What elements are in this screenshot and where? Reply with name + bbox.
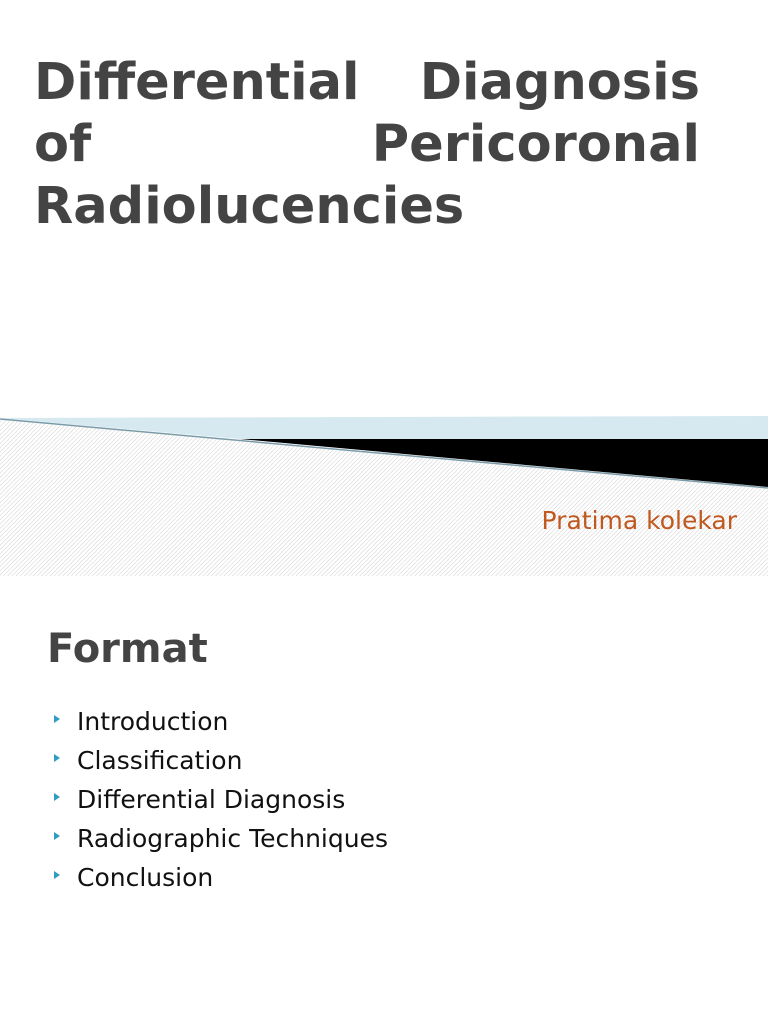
list-item (54, 702, 388, 741)
list-item-label: Differential Diagnosis (77, 785, 346, 814)
list-item-label: Conclusion (77, 863, 214, 892)
triangle-bullet-icon (54, 832, 60, 840)
list-item (54, 819, 388, 858)
triangle-bullet-icon (54, 715, 60, 723)
author-name: Pratima kolekar (541, 506, 737, 535)
list-item-label: Radiographic Techniques (77, 824, 388, 853)
slide-title: Differential Diagnosis of Pericoronal Radiolucencies (34, 53, 700, 236)
list-item (54, 858, 388, 897)
list-item-label: Classification (77, 746, 243, 775)
format-slide (0, 576, 768, 1024)
decorative-band (0, 405, 768, 576)
list-item (54, 741, 388, 780)
bullet-list (54, 702, 388, 897)
list-item (54, 780, 388, 819)
triangle-bullet-icon (54, 871, 60, 879)
list-item-label: Introduction (77, 707, 229, 736)
triangle-bullet-icon (54, 793, 60, 801)
slide-title: Format (47, 626, 208, 672)
triangle-bullet-icon (54, 754, 60, 762)
